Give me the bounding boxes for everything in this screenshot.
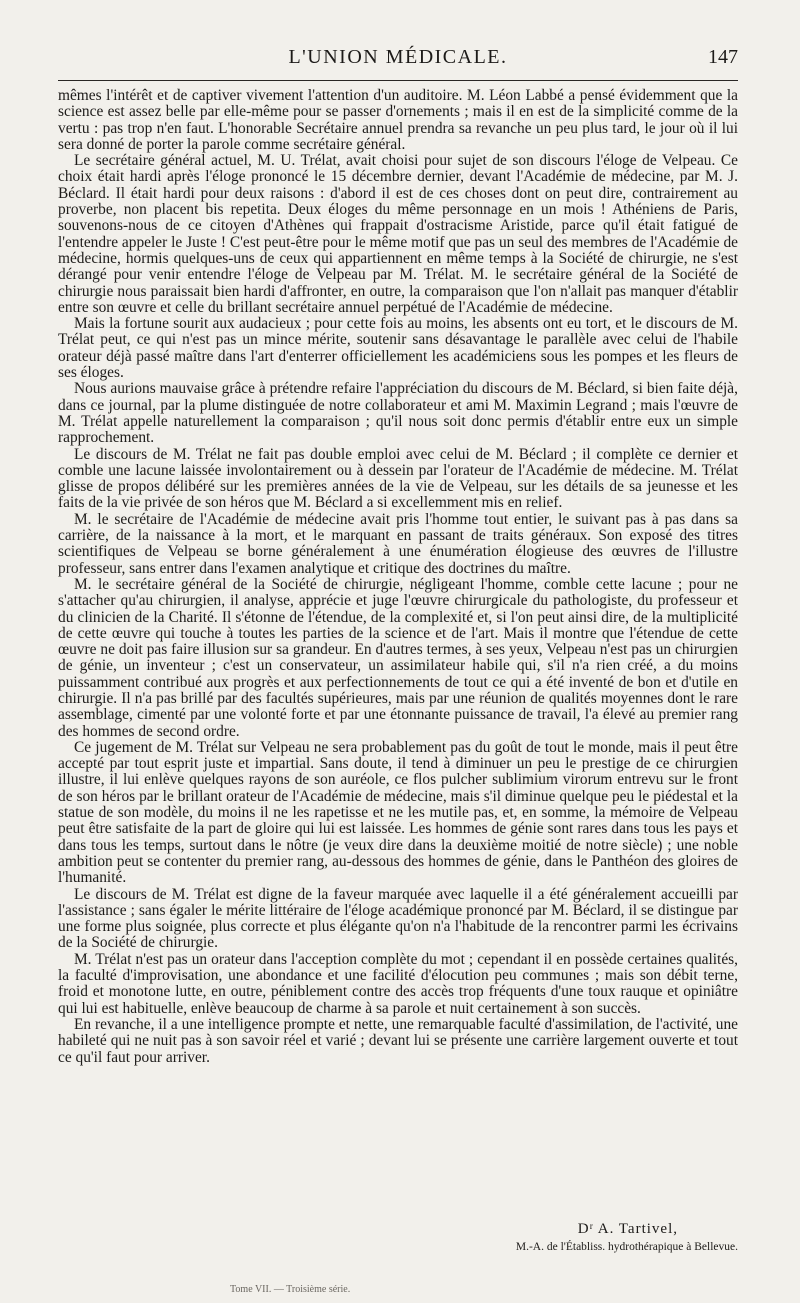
paragraph-4: Nous aurions mauvaise grâce à prétendre refaire l'appréciation du discours de M. Béclard, si bien faite déjà, dans ce journal, par la plume distinguée de notre collaborateur et ami M. Maximin Legrand ; mais l'œuvre de M. Trélat appelle naturellement la comparaison ; qu'il nous soit donc permis d'établir entre eux un simple rapprochement.: [58, 380, 738, 447]
footer-fragment: Tome VII. — Troisième série.: [230, 1284, 351, 1295]
paragraph-8: Ce jugement de M. Trélat sur Velpeau ne sera probablement pas du goût de tout le monde, mais il peut être accepté par tout esprit juste et impartial. Sans doute, il tend à diminuer un peu le prestige de ce chirurgien illustre, il lui enlève quelques rayons de son auréole, ce flos pulcher sublimium virorum entrevu sur le front de son héros par le brillant orateur de l'Académie de médecine, mais s'il diminue quelque peu le piédestal et la statue de son modèle, du moins il ne les rapetisse et ne les mutile pas, et, en somme, la mémoire de Velpeau peut être satisfaite de la part de gloire qui lui est laissée. Les hommes de génie sont rares dans tous les pays et dans tous les temps, surtout dans le nôtre (je veux dire dans la deuxième moitié de notre siècle) ; une noble ambition peut se contenter du premier rang, au-dessous des hommes de génie, dans le Panthéon des gloires de l'humanité.: [58, 738, 738, 887]
paragraph-10: M. Trélat n'est pas un orateur dans l'acception complète du mot ; cependant il en possède certaines qualités, la faculté d'improvisation, une abondance et une facilité d'élocution peu communes ; mais son débit terne, froid et monotone lutte, en outre, péniblement contre des accès trop fréquents d'une toux rauque et opiniâtre qui lui est habituelle, enlève beaucoup de charme à sa parole et nuit certainement à son succès.: [58, 950, 738, 1017]
author-affiliation: M.-A. de l'Établiss. hydrothérapique à Bellevue.: [515, 1241, 738, 1253]
running-header: [58, 46, 738, 74]
paragraph-7: M. le secrétaire général de la Société de chirurgie, négligeant l'homme, comble cette lacune ; pour ne s'attacher qu'au chirurgien, il analyse, apprécie et juge l'œuvre chirurgicale du pathologiste, du professeur et du clinicien de la Charité. Il s'étonne de l'étendue, de la complexité et, si l'on peut ainsi dire, de la multiplicité de cette œuvre qui touche à toutes les parties de la science et de l'art. Mais il montre que l'étendue de cette œuvre ne doit pas faire illusion sur sa grandeur. En d'autres termes, à ses yeux, Velpeau n'est pas un chirurgien de génie, un inventeur ; c'est un conservateur, un assimilateur habile qui, s'il n'a rien créé, a du moins puissamment contribué aux progrès et aux perfectionnements de tout ce qui a été inventé de bon et d'utile en chirurgie. Il n'a pas brillé par des facultés supérieures, mais par une réunion de qualités moyennes dont le rare assemblage, cimenté par une volonté forte et par une étonnante puissance de travail, l'a élevé au premier rang des hommes de second ordre.: [58, 575, 738, 740]
author-name: Dʳ A. Tartivel,: [577, 1221, 678, 1237]
article-body: [58, 88, 738, 1066]
header-rule: [58, 80, 738, 81]
journal-title: L'UNION MÉDICALE.: [288, 46, 508, 68]
paragraph-5: Le discours de M. Trélat ne fait pas double emploi avec celui de M. Béclard ; il complète ce dernier et comble une lacune laissée involontairement ou à dessein par l'orateur de l'Académie de médecine. M. Trélat glisse de propos délibéré sur les premières années de la vie de Velpeau, sur les détails de sa jeunesse et les faits de la vie privée de son héros que M. Béclard a si excellemment mis en relief.: [58, 445, 738, 512]
paragraph-11: En revanche, il a une intelligence prompte et nette, une remarquable faculté d'assimilation, de l'activité, une habileté qui ne nuit pas à son savoir réel et varié ; devant lui se présente une carrière largement ouverte et tout ce qu'il faut pour arriver.: [58, 1015, 738, 1066]
signature-block: [58, 1221, 738, 1253]
page-number: 147: [708, 46, 738, 68]
paragraph-1: mêmes l'intérêt et de captiver vivement l'attention d'un auditoire. M. Léon Labbé a pensé évidemment que la science est assez belle par elle-même pour se passer d'ornements ; mais il en est de la simplicité comme de la vertu : pas trop n'en faut. L'honorable Secrétaire annuel prendra sa revanche un peu plus tard, le jour où il lui sera donné de porter la parole comme secrétaire général.: [58, 87, 738, 153]
paragraph-9: Le discours de M. Trélat est digne de la faveur marquée avec laquelle il a été généralement accueilli par l'assistance ; sans égaler le mérite littéraire de l'éloge académique prononcé par M. Béclard, il se distingue par une forme plus soignée, plus correcte et plus élégante qu'on n'a l'habitude de la rencontrer parmi les écrivains de la Société de chirurgie.: [58, 885, 738, 952]
paragraph-2: Le secrétaire général actuel, M. U. Trélat, avait choisi pour sujet de son discours l'éloge de Velpeau. Ce choix était hardi après l'éloge prononcé le 15 décembre dernier, devant l'Académie de médecine, par M. J. Béclard. Il était hardi pour deux raisons : d'abord il est de ces choses dont on peut dire, contrairement au proverbe, non placent bis repetita. Deux éloges du même personnage en un mois ! Athéniens de Paris, souvenons-nous de ce citoyen d'Athènes qui frappait d'ostracisme Aristide, parce qu'il était fatigué de l'entendre appeler le Juste ! C'est peut-être pour le même motif que pas un seul des membres de l'Académie de médecine, hormis quelques-uns de ceux qui appartiennent en même temps à la Société de chirurgie, ne s'est dérangé pour venir entendre l'éloge de Velpeau par M. Trélat. M. le secrétaire général de la Société de chirurgie nous paraissait bien hardi d'affronter, en outre, la comparaison que l'on n'allait pas manquer d'établir entre son œuvre et celle du brillant secrétaire annuel perpétué de l'Académie de médecine.: [58, 152, 738, 316]
paragraph-6: M. le secrétaire de l'Académie de médecine avait pris l'homme tout entier, le suivant pas à pas dans sa carrière, de la naissance à la mort, et le marquant en passant de traits généraux. Son exposé des titres scientifiques de Velpeau se borne généralement à une énumération élogieuse des œuvres de l'illustre professeur, sans entrer dans l'examen analytique et critique des doctrines du maître.: [58, 510, 738, 577]
paragraph-3: Mais la fortune sourit aux audacieux ; pour cette fois au moins, les absents ont eu tort, et le discours de M. Trélat peut, ce qui n'est pas un mince mérite, soutenir sans désavantage le parallèle avec celui de l'habile orateur déjà passé maître dans l'art d'enterrer officiellement les académiciens sous les pompes et les fleurs de ses éloges.: [58, 315, 738, 382]
